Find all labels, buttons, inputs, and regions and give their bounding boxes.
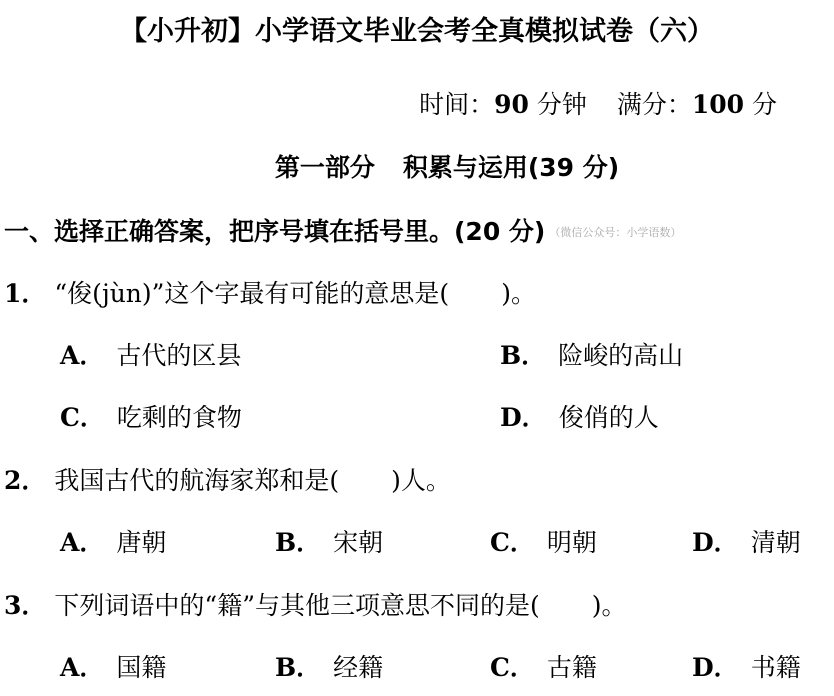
- option-text: 明朝: [546, 528, 597, 557]
- part-subtitle: 积累与运用(39 分): [402, 153, 620, 182]
- option-letter: B．: [500, 341, 547, 370]
- option-letter: D．: [692, 653, 739, 682]
- option-3a[interactable]: [60, 648, 166, 688]
- option-text: 书籍: [750, 653, 801, 682]
- question-text: “俊(jùn)”这个字最有可能的意思是(: [54, 279, 450, 308]
- question-text: 下列词语中的“籍”与其他三项意思不同的是(: [54, 591, 540, 620]
- section-heading: [4, 212, 681, 253]
- question-text-end: )。: [591, 591, 627, 620]
- exam-meta: [419, 85, 777, 125]
- option-3c[interactable]: [490, 648, 597, 688]
- option-1c[interactable]: [60, 398, 242, 438]
- option-text: 国籍: [116, 653, 167, 682]
- option-letter: A．: [60, 341, 105, 370]
- option-text: 宋朝: [333, 528, 384, 557]
- option-3b[interactable]: [275, 648, 383, 688]
- option-letter: A．: [60, 653, 105, 682]
- question-text: 我国古代的航海家郑和是(: [54, 466, 340, 495]
- option-text: 俊俏的人: [558, 403, 659, 432]
- score-value: 100: [691, 90, 745, 119]
- option-letter: D．: [692, 528, 739, 557]
- watermark-note: （微信公众号：小学语数）: [549, 226, 682, 239]
- page-title: 【小升初】小学语文毕业会考全真模拟试卷（六）: [120, 16, 714, 47]
- option-letter: A．: [60, 528, 105, 557]
- option-text: 吃剩的食物: [116, 403, 242, 432]
- option-letter: B．: [275, 528, 322, 557]
- option-text: 古籍: [546, 653, 597, 682]
- question-3: [4, 586, 627, 626]
- option-2d[interactable]: [692, 523, 801, 563]
- option-2a[interactable]: [60, 523, 166, 563]
- option-text: 唐朝: [116, 528, 167, 557]
- section-heading-text: 一、选择正确答案，把序号填在括号里。(20 分): [4, 217, 546, 246]
- option-letter: C．: [490, 528, 535, 557]
- part-name: 第一部分: [274, 153, 375, 182]
- question-text-end: )。: [501, 279, 536, 308]
- time-unit: 分钟: [528, 90, 587, 119]
- option-text: 清朝: [750, 528, 801, 557]
- question-number: 2．: [4, 466, 47, 495]
- question-number: 1．: [4, 279, 47, 308]
- part-heading: [0, 148, 834, 188]
- option-letter: B．: [275, 653, 322, 682]
- question-2: [4, 461, 451, 501]
- option-text: 险峻的高山: [558, 341, 684, 370]
- option-1a[interactable]: [60, 336, 241, 376]
- option-text: 古代的区县: [116, 341, 242, 370]
- option-2b[interactable]: [275, 523, 383, 563]
- question-text-end: )人。: [391, 466, 451, 495]
- time-value: 90: [494, 90, 529, 119]
- option-letter: D．: [500, 403, 547, 432]
- option-1d[interactable]: [500, 398, 659, 438]
- score-unit: 分: [744, 90, 777, 119]
- option-text: 经籍: [333, 653, 384, 682]
- option-3d[interactable]: [692, 648, 801, 688]
- question-number: 3．: [4, 591, 47, 620]
- question-1: [4, 274, 536, 314]
- option-letter: C．: [490, 653, 535, 682]
- score-label: 满分：: [616, 90, 692, 119]
- option-letter: C．: [60, 403, 105, 432]
- option-1b[interactable]: [500, 336, 683, 376]
- option-2c[interactable]: [490, 523, 597, 563]
- time-label: 时间：: [419, 90, 495, 119]
